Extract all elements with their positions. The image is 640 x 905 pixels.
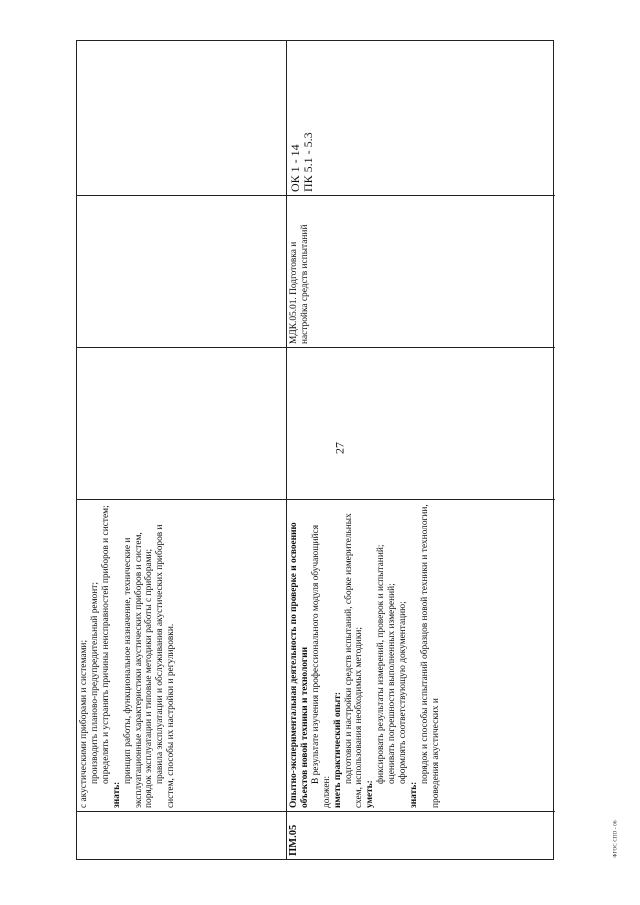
professional-competency-code: ПК 5.1 - 5.3	[300, 132, 315, 192]
module-title: Опытно-экспериментальная деятельность по проверке и освоению объектов новой техники и технологии	[289, 522, 310, 808]
requirement-text: производить планово-предупредительный ремонт;	[89, 582, 100, 784]
course-cell	[77, 195, 286, 347]
hours-cell	[77, 347, 286, 499]
competency-codes-cell	[77, 39, 286, 195]
requirement-heading: знать:	[408, 781, 419, 808]
requirement-text: порядок и способы испытаний образцов новой техники и технологии, проведения акустических и	[419, 504, 441, 808]
module-code-cell: ПМ.05	[287, 811, 555, 859]
requirements-cell	[287, 499, 555, 811]
requirement-text: определять и устранять причины неисправностей приборов и систем;	[100, 505, 111, 784]
requirement-text: принцип работы, функциональное назначение, технические и эксплуатационные характеристики акустических приборов и систем, порядок эксплуатации и типовые методики работы с приборами;	[122, 532, 155, 808]
requirement-text: оформлять соответствующую документацию;	[398, 601, 409, 784]
requirement-text: В результате изучения профессионального модуля обучающийся должен:	[310, 524, 332, 808]
requirement-heading: иметь практический опыт:	[332, 692, 343, 808]
hours-cell	[287, 347, 555, 499]
requirement-text: подготовки и настройки средств испытаний, сборке измерительных схем, использования необходимых методики;	[343, 513, 365, 808]
requirement-text: фиксировать результаты измерений, проверок и испытаний;	[376, 544, 387, 784]
general-competency-code: ОК 1 - 14	[288, 144, 302, 192]
requirement-text: правила эксплуатации и обслуживания акустических приборов и систем, способы их настройки и регулировки.	[155, 524, 177, 808]
requirement-heading: знать:	[111, 781, 122, 808]
requirement-heading: уметь:	[365, 780, 376, 808]
table-row	[287, 41, 555, 859]
competency-table	[76, 40, 554, 860]
footer-standard-code: ФГОС СПО - 06	[613, 820, 619, 858]
page-number: 27	[332, 442, 347, 454]
module-code-cell	[77, 811, 286, 859]
course-cell: МДК.05.01. Подготовка и настройка средств испытаний	[287, 195, 555, 347]
requirement-text: оценивать погрешности выполненных измерений;	[387, 583, 398, 784]
competency-codes-cell	[287, 39, 555, 195]
requirements-cell	[77, 499, 286, 811]
requirement-text: с акустическими приборами и системами;	[79, 639, 89, 808]
table-row	[77, 41, 287, 859]
